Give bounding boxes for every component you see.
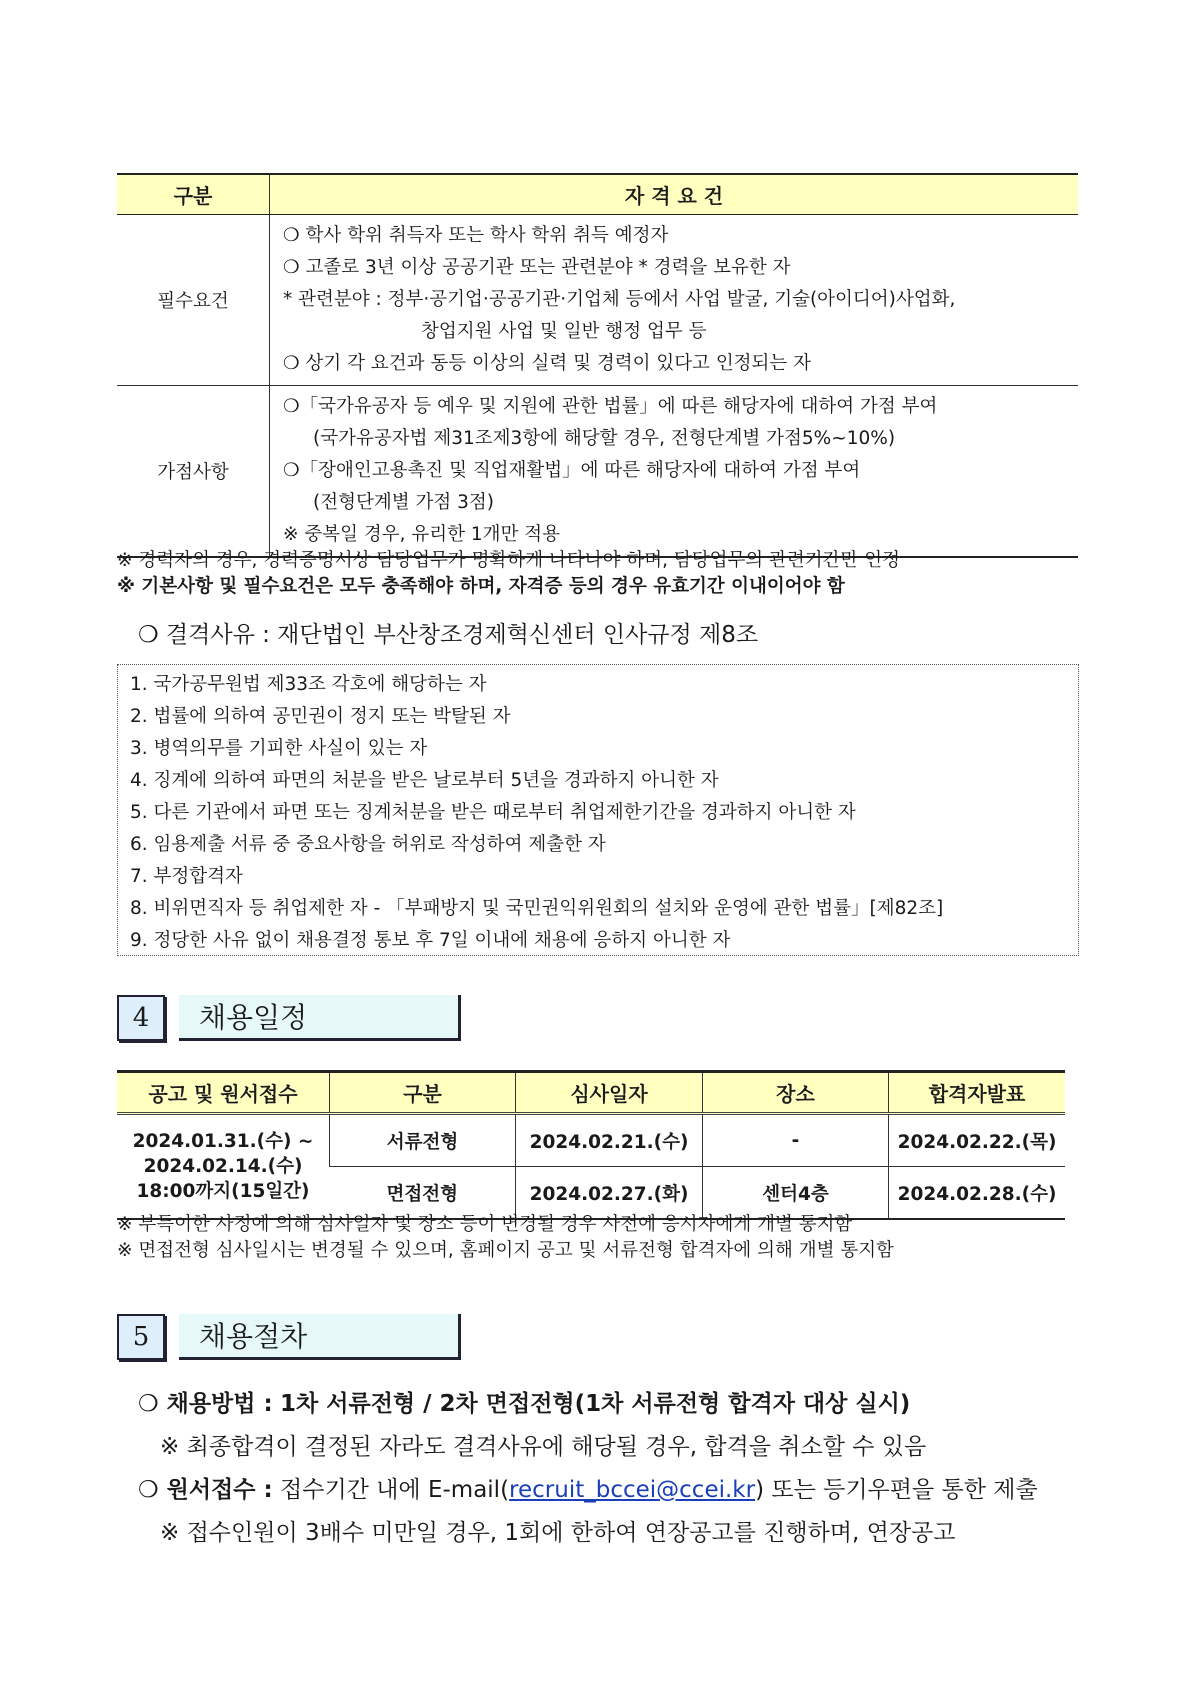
section-5-title: 채용절차 xyxy=(179,1314,461,1360)
schedule-result: 2024.02.28.(수) xyxy=(889,1167,1066,1220)
disqualification-item: 4. 징계에 의하여 파면의 처분을 받은 날로부터 5년을 경과하지 아니한 자 xyxy=(130,770,719,791)
qual-required-line: 창업지원 사업 및 일반 행정 업무 등 xyxy=(421,321,707,342)
qual-bonus-line: ※ 중복일 경우, 유리한 1개만 적용 xyxy=(283,524,561,545)
qual-bonus-line: ❍「장애인고용촉진 및 직업재활법」에 따른 해당자에 대하여 가점 부여 xyxy=(283,460,861,481)
method-label: ❍ 채용방법 : xyxy=(138,1391,273,1417)
disqualification-item: 8. 비위면직자 등 취업제한 자 - 「부패방지 및 국민권익위원회의 설치와 운영에 관한 법률」[제82조] xyxy=(130,898,944,919)
disqualification-item: 2. 법률에 의하여 공민권이 정지 또는 박탈된 자 xyxy=(130,706,511,727)
schedule-note: ※ 면접전형 심사일시는 변경될 수 있으며, 홈페이지 공고 및 서류전형 합격자에 의해 개별 통지함 xyxy=(117,1240,894,1261)
table-row xyxy=(117,1114,1065,1167)
apply-label: ❍ 원서접수 : xyxy=(138,1477,273,1503)
qual-note: ※ 경력자의 경우, 경력증명서상 담당업무가 명확하게 나타나야 하며, 담당업무의 관련기간만 인정 xyxy=(117,550,901,571)
schedule-header: 구분 xyxy=(330,1072,516,1114)
qual-bonus-lines xyxy=(270,386,1079,558)
disqualification-item: 5. 다른 기관에서 파면 또는 징계처분을 받은 때로부터 취업제한기간을 경과하지 아니한 자 xyxy=(130,802,856,823)
method-note: ※ 최종합격이 결정된 자라도 결격사유에 해당될 경우, 합격을 취소할 수 있음 xyxy=(160,1434,927,1460)
schedule-note: ※ 부득이한 사정에 의해 심사일자 및 장소 등이 변경될 경우 사전에 응시자에게 개별 통지함 xyxy=(117,1214,853,1235)
disqualification-item: 7. 부정합격자 xyxy=(130,866,243,887)
schedule-result: 2024.02.22.(목) xyxy=(889,1114,1066,1167)
schedule-header: 공고 및 원서접수 xyxy=(117,1072,330,1114)
schedule-type: 서류전형 xyxy=(330,1114,516,1167)
qual-label-bonus: 가점사항 xyxy=(117,386,270,558)
qual-bonus-line: (국가유공자법 제31조제3항에 해당할 경우, 전형단계별 가점5%~10%) xyxy=(313,428,896,449)
qual-row-bonus xyxy=(117,386,1078,558)
schedule-date: 2024.02.21.(수) xyxy=(516,1114,703,1167)
disqualification-title: ❍ 결격사유 : 재단법인 부산창조경제혁신센터 인사규정 제8조 xyxy=(138,622,759,648)
disqualification-item: 9. 정당한 사유 없이 채용결정 통보 후 7일 이내에 채용에 응하지 아니한 자 xyxy=(130,930,731,951)
schedule-place: - xyxy=(703,1114,889,1167)
qual-header-category: 구분 xyxy=(117,174,270,215)
disqualification-item: 1. 국가공무원법 제33조 각호에 해당하는 자 xyxy=(130,674,487,695)
schedule-announce-line: 2024.02.14.(수) xyxy=(143,1156,303,1177)
qualification-table xyxy=(117,173,1078,558)
apply-pre: 접수기간 내에 E-mail( xyxy=(280,1477,510,1503)
disqualification-item: 3. 병역의무를 기피한 사실이 있는 자 xyxy=(130,738,428,759)
schedule-header: 장소 xyxy=(703,1072,889,1114)
section-4-title: 채용일정 xyxy=(179,995,461,1041)
method-text: 1차 서류전형 / 2차 면접전형(1차 서류전형 합격자 대상 실시) xyxy=(280,1391,911,1417)
section-4-number: 4 xyxy=(117,995,165,1041)
qual-header-requirements: 자 격 요 건 xyxy=(270,174,1079,215)
schedule-header: 합격자발표 xyxy=(889,1072,1066,1114)
disqualification-box xyxy=(117,664,1079,956)
qual-note-bold: ※ 기본사항 및 필수요건은 모두 충족해야 하며, 자격증 등의 경우 유효기간 이내이어야 함 xyxy=(117,576,845,597)
qual-required-lines xyxy=(270,215,1079,386)
disqualification-item: 6. 임용제출 서류 중 중요사항을 허위로 작성하여 제출한 자 xyxy=(130,834,606,855)
qual-row-required xyxy=(117,215,1078,386)
schedule-date: 2024.02.27.(화) xyxy=(516,1167,703,1220)
qual-bonus-line: ❍「국가유공자 등 예우 및 지원에 관한 법률」에 따른 해당자에 대하여 가점 부여 xyxy=(283,396,938,417)
apply-post: ) 또는 등기우편을 통한 제출 xyxy=(755,1477,1038,1503)
apply-note: ※ 접수인원이 3배수 미만일 경우, 1회에 한하여 연장공고를 진행하며, 연장공고 xyxy=(160,1520,956,1546)
section-5-number: 5 xyxy=(117,1314,165,1360)
schedule-announce-line: 2024.01.31.(수) ~ xyxy=(132,1131,314,1152)
schedule-table xyxy=(117,1070,1065,1220)
method-line xyxy=(138,1385,910,1418)
qual-required-line: ❍ 학사 학위 취득자 또는 학사 학위 취득 예정자 xyxy=(283,225,669,246)
schedule-header: 심사일자 xyxy=(516,1072,703,1114)
schedule-type: 면접전형 xyxy=(330,1167,516,1220)
schedule-announce-cell xyxy=(117,1114,330,1220)
qual-bonus-line: (전형단계별 가점 3점) xyxy=(313,492,494,513)
schedule-place: 센터4층 xyxy=(703,1167,889,1220)
qual-required-line: ❍ 상기 각 요건과 동등 이상의 실력 및 경력이 있다고 인정되는 자 xyxy=(283,353,812,374)
qual-required-line: * 관련분야 : 정부·공기업·공공기관·기업체 등에서 사업 발굴, 기술(아이디어)사업화, xyxy=(283,289,956,310)
email-link[interactable]: recruit_bccei@ccei.kr xyxy=(509,1477,756,1503)
apply-line xyxy=(138,1471,1038,1504)
schedule-announce-line: 18:00까지(15일간) xyxy=(136,1181,310,1202)
qual-required-line: ❍ 고졸로 3년 이상 공공기관 또는 관련분야 * 경력을 보유한 자 xyxy=(283,257,791,278)
qual-label-required: 필수요건 xyxy=(117,215,270,386)
